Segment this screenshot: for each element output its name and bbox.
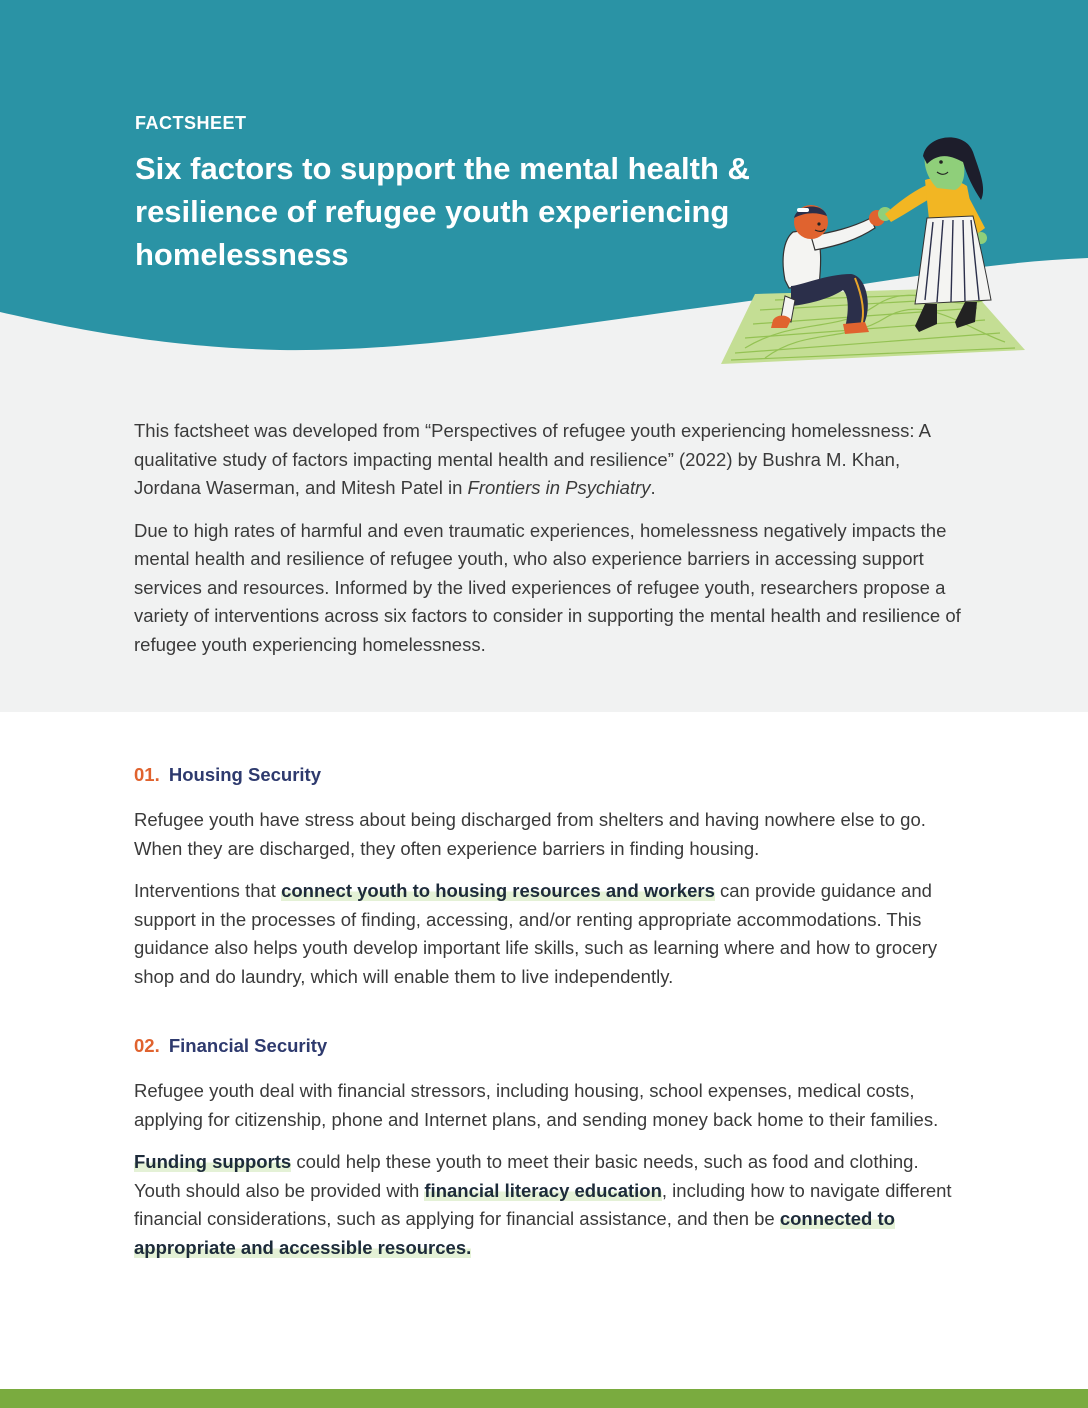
highlighted-phrase: connect youth to housing resources and workers <box>281 880 715 901</box>
intro-paragraph-2: Due to high rates of harmful and even traumatic experiences, homelessness negatively impacts the mental health and resilience of refugee youth, who also experience barriers in accessing support services and resources. Informed by the lived experiences of refugee youth, researchers propose a variety of interventions across six factors to consider in supporting the mental health and resilience of refugee youth experiencing homelessness. <box>134 519 961 655</box>
section-number: 02. <box>134 1035 160 1056</box>
section-paragraph: Refugee youth have stress about being discharged from shelters and having nowhere else to go. When they are discharged, they often experience barriers in finding housing. <box>134 809 926 859</box>
section-paragraph <box>134 877 964 991</box>
section-title: Housing Security <box>168 764 321 785</box>
text-segment: Interventions that <box>134 880 282 901</box>
intro-text-segment: . <box>650 477 656 498</box>
highlighted-phrase: Funding supports <box>134 1151 292 1172</box>
text-segment: can provide guidance and support in the processes of finding, accessing, and/or renting appropriate accommodations. This guidance also helps youth develop important life skills, such as learning where and how to grocery shop and do laundry, which will enable them to live independently. <box>134 880 938 987</box>
text-segment: could help these youth to meet their basic needs, such as food and clothing. Youth should also be provided with <box>134 1151 919 1201</box>
section-heading <box>134 762 964 788</box>
section-number: 01. <box>134 764 160 785</box>
text-segment: , including how to navigate different financial considerations, such as applying for financial assistance, and then be <box>134 1179 952 1229</box>
footer-bar <box>0 1389 1088 1408</box>
intro-text <box>134 417 964 673</box>
section-financial-security <box>134 1033 964 1276</box>
factsheet-label: FACTSHEET <box>135 113 247 133</box>
section-paragraph: Refugee youth deal with financial stressors, including housing, school expenses, medical costs, applying for citizenship, phone and Internet plans, and sending money back home to their families. <box>134 1080 939 1130</box>
section-title: Financial Security <box>168 1035 328 1056</box>
section-heading <box>134 1033 964 1059</box>
youth-helping-illustration <box>715 128 1035 373</box>
section-housing-security <box>134 762 964 1005</box>
section-paragraph <box>134 1148 964 1262</box>
intro-text-segment: This factsheet was developed from “Perspectives of refugee youth experiencing homelessness: A qualitative study of factors impacting mental health and resilience” (2022) by Bushra M. Khan, Jordana Waserman, and Mitesh Patel in <box>134 420 930 498</box>
journal-name: Frontiers in Psychiatry <box>467 477 651 498</box>
page-title: Six factors to support the mental health & resilience of refugee youth experiencing homelessness <box>135 151 750 272</box>
highlighted-phrase: connected to appropriate and accessible resources. <box>134 1208 895 1258</box>
intro-paragraph-1 <box>134 417 964 503</box>
highlighted-phrase: financial literacy education <box>424 1179 662 1201</box>
